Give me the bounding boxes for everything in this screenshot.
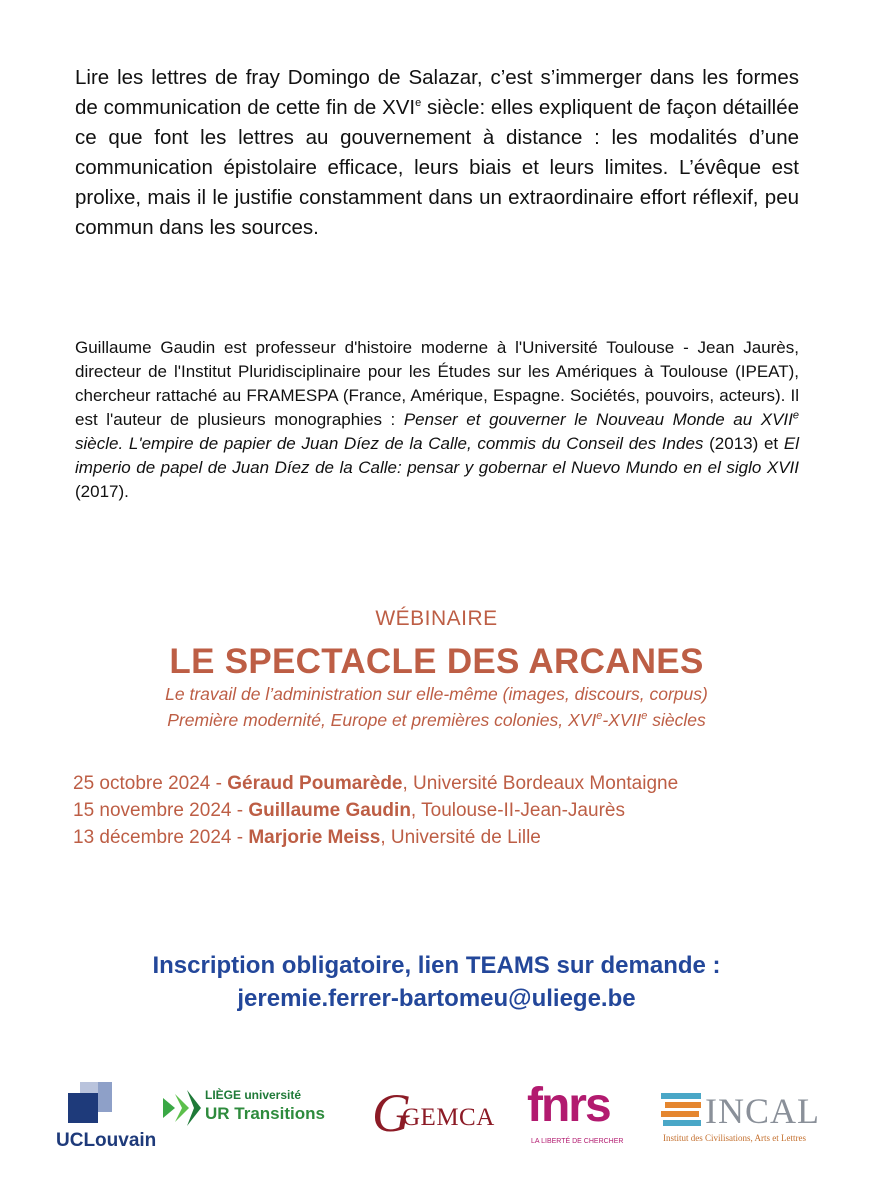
registration-email-link[interactable]: jeremie.ferrer-bartomeu@uliege.be	[237, 985, 636, 1012]
session-speaker: Géraud Poumarède	[227, 773, 403, 794]
intro-century-sup: e	[415, 97, 422, 110]
book2-title: El imperio de papel de Juan Díez de la Calle: pensar y gobernar el Nuevo Mundo en el siglo XVII	[75, 434, 799, 477]
event-subtitle-1: Le travail de l’administration sur elle-même (images, discours, corpus)	[165, 684, 708, 704]
event-subtitle-2: Première modernité, Europe et premières colonies, XVIe-XVIIe siècles	[167, 710, 706, 730]
uclouvain-logo: UCLouvain	[56, 1082, 146, 1154]
book1-title: Penser et gouverner le Nouveau Monde au XVIIe siècle. L'empire de papier de Juan Díez de la Calle, commis du Conseil des Indes	[75, 409, 799, 453]
bio-intro: Guillaume Gaudin est professeur d'histoire moderne à l'Université Toulouse - Jean Jaurès, directeur de l'Institut Pluridisciplinaire pour les Études sur les Amériques à Toulouse (IPEAT), chercheur rattaché au FRAMESPA (France, Amérique, Espagne. Sociétés, pouvoirs, acteurs). Il est l'auteur de plusieurs monographies :	[75, 338, 799, 429]
registration-note: Inscription obligatoire, lien TEAMS sur demande :	[152, 952, 721, 979]
intro-text-end: siècle: elles expliquent de façon détaillée ce que font les lettres au gouvernement à distance : les modalités d’une communication épistolaire efficace, leurs biais et leurs limites. L’évêque est prolixe, mais il le justifie constamment dans un extraordinaire effort réflexif, peu commun dans les sources.	[75, 96, 799, 239]
session-speaker: Marjorie Meiss	[248, 827, 381, 848]
event-label: WÉBINAIRE	[375, 607, 498, 630]
session-item: 25 octobre 2024 - Géraud Poumarède, Université Bordeaux Montaigne	[73, 773, 679, 794]
liege-universite-logo: LIÈGE université UR Transitions	[163, 1088, 343, 1128]
gemca-logo: G GEMCA	[372, 1083, 495, 1143]
speaker-bio-paragraph	[75, 336, 799, 504]
intro-text-start: Lire les lettres de fray Domingo de Salazar, c’est s’immerger dans les formes de communication de cette fin de XVI	[75, 66, 799, 119]
sessions-list	[73, 770, 678, 851]
event-title: LE SPECTACLE DES ARCANES	[169, 642, 704, 681]
session-item: 15 novembre 2024 - Guillaume Gaudin, Toulouse-II-Jean-Jaurès	[73, 800, 625, 821]
session-item: 13 décembre 2024 - Marjorie Meiss, Université de Lille	[73, 827, 541, 848]
session-speaker: Guillaume Gaudin	[248, 800, 411, 821]
book2-year: (2017).	[75, 482, 129, 501]
fnrs-logo: fnrs LA LIBERTÉ DE CHERCHER	[527, 1079, 624, 1145]
book1-year: (2013) et	[703, 434, 784, 453]
intro-paragraph	[75, 63, 799, 243]
incal-logo: INCAL Institut des Civilisations, Arts et Lettres	[663, 1091, 820, 1143]
